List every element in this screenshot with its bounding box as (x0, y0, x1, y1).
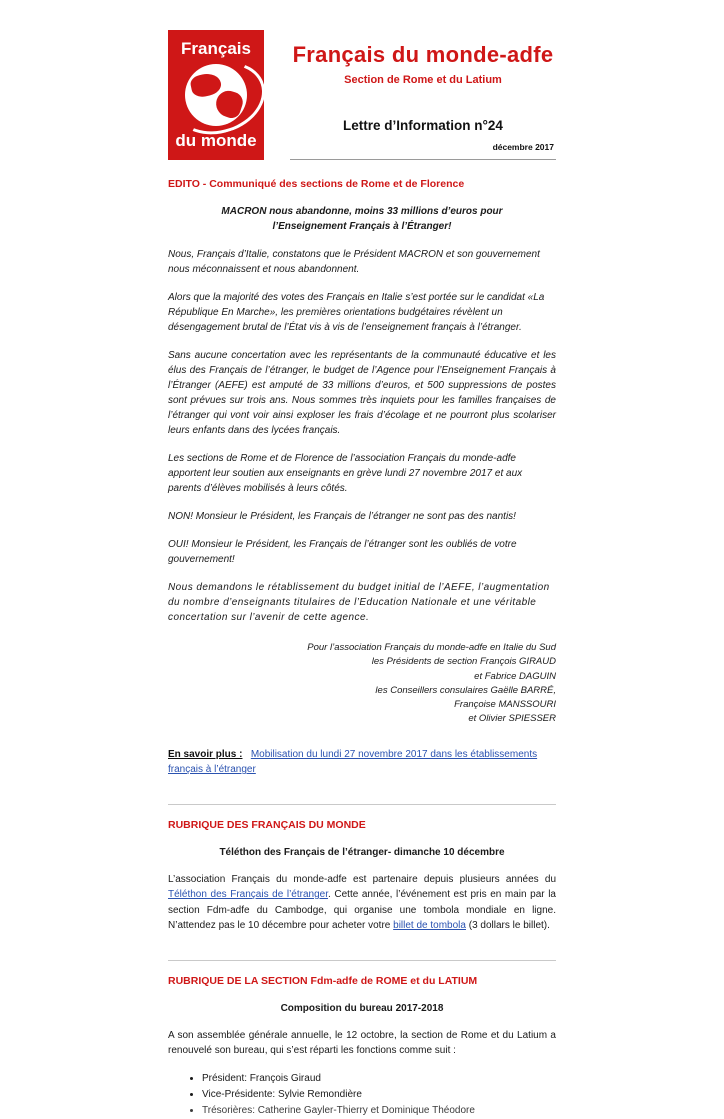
signature-line-4: les Conseillers consulaires Gaëlle BARRÉ, (375, 684, 556, 696)
edito-paragraph-2: Alors que la majorité des votes des Français en Italie s’est portée sur le candidat «La République En Marche», les premières orientations budgétaires révèlent un désengagement brutal de l’État vis à vis de l’enseignement français à l’étranger. (168, 292, 545, 333)
signature-line-2: les Présidents de section François GIRAUD (371, 656, 556, 668)
signature-line-6: et Olivier SPIESSER (468, 713, 556, 725)
edito-paragraph-3: Sans aucune concertation avec les représentants de la communauté éducative et les élus des Français de l’étranger, le budget de l’Agence pour l’Enseignement Français à l’Étranger (AEFE) est amputé de 33 millions d’euros, et 500 suppressions de postes sont prévues sur trois ans. Nous sommes très inquiets pour les familles françaises de l’étranger qui vont voir ainsi exploser les frais d’écolage et ne pourront plus scolariser leurs enfants dans des lycées français. (168, 350, 556, 436)
signature-line-5: Françoise MANSSOURI (454, 699, 556, 710)
telethon-text-2: . Cette année, l’événement est pris en main par la section Fdm-adfe du Cambodge, qui organise une tombola mondiale en ligne. N’attendez pas le 10 décembre pour acheter votre (168, 889, 556, 931)
rubric-section-subhead: Composition du bureau 2017-2018 (280, 1002, 444, 1014)
newsletter-date: décembre 2017 (492, 142, 554, 152)
header-divider (290, 159, 556, 160)
signature-line-1: Pour l’association Français du monde-adfe en Italie du Sud (307, 642, 556, 653)
newsletter-content (168, 0, 556, 1119)
logo-bottom-text: du monde (175, 131, 257, 150)
masthead (168, 0, 556, 160)
tombola-link[interactable]: billet de tombola (393, 920, 466, 931)
list-item: • Président: François Giraud (202, 1071, 556, 1087)
edito-paragraph-5: NON! Monsieur le Président, les Français de l’étranger ne sont pas des nantis! (168, 511, 516, 522)
bureau-member-list (168, 1071, 556, 1119)
newsletter-title: Lettre d’Information n°24 (343, 118, 503, 133)
learn-more-label: En savoir plus : (168, 748, 243, 760)
signature-line-3: et Fabrice DAGUIN (474, 670, 556, 682)
rubric-monde-subhead: Téléthon des Français de l’étranger- dimanche 10 décembre (219, 846, 505, 858)
mobilisation-link[interactable]: Mobilisation du lundi 27 novembre 2017 dans les établissements français à l’étranger (168, 748, 538, 775)
telethon-text-3: (3 dollars le billet). (465, 920, 550, 931)
list-item: • Vice-Présidente: Sylvie Remondière (202, 1087, 556, 1103)
logo-top-text: Français (181, 39, 251, 58)
edito-heading: EDITO - Communiqué des sections de Rome et de Florence (168, 178, 465, 190)
telethon-link[interactable]: Téléthon des Français de l’étranger (168, 889, 329, 900)
edito-subhead: MACRON nous abandonne, moins 33 millions d’euros pour l’Enseignement Français à l’Étranger! (221, 206, 503, 232)
title-block (264, 30, 556, 160)
telethon-text-1: L’association Français du monde-adfe est partenaire depuis plusieurs années du (168, 873, 556, 885)
rubric-monde-paragraph (168, 872, 556, 934)
rubric-monde-divider (168, 960, 556, 961)
list-item: • Trésorières: Catherine Gayler-Thierry et Dominique Théodore (202, 1103, 556, 1119)
rubric-monde-heading: RUBRIQUE DES FRANÇAIS DU MONDE (168, 818, 366, 831)
brand-title: Français du monde-adfe (292, 42, 554, 67)
edito-paragraph-6: OUI! Monsieur le Président, les Français de l’étranger sont les oubliés de votre gouvernement! (168, 539, 517, 565)
brand-subtitle: Section de Rome et du Latium (344, 74, 502, 86)
rubric-section-heading: RUBRIQUE DE LA SECTION Fdm-adfe de ROME et du LATIUM (168, 974, 478, 987)
learn-more-block (168, 747, 556, 778)
edito-signature (168, 641, 556, 727)
edito-paragraph-7: Nous demandons le rétablissement du budget initial de l’AEFE, l’augmentation du nombre d’enseignants titulaires de l’Education Nationale et une véritable concertation sur l’avenir de cette agence. (168, 582, 550, 623)
edito-paragraph-4: Les sections de Rome et de Florence de l’association Français du monde-adfe apportent leur soutien aux enseignants en grève lundi 27 novembre 2017 et aux parents d’élèves mobilisés à leurs côtés. (168, 453, 523, 494)
edito-section-divider (168, 804, 556, 805)
edito-paragraph-1: Nous, Français d’Italie, constatons que le Président MACRON et son gouvernement nous méconnaissent et nous abandonnent. (168, 249, 540, 275)
organization-logo (168, 30, 264, 160)
rubric-section-intro: A son assemblée générale annuelle, le 12 octobre, la section de Rome et du Latium a renouvelé son bureau, qui s’est réparti les fonctions comme suit : (168, 1029, 556, 1056)
